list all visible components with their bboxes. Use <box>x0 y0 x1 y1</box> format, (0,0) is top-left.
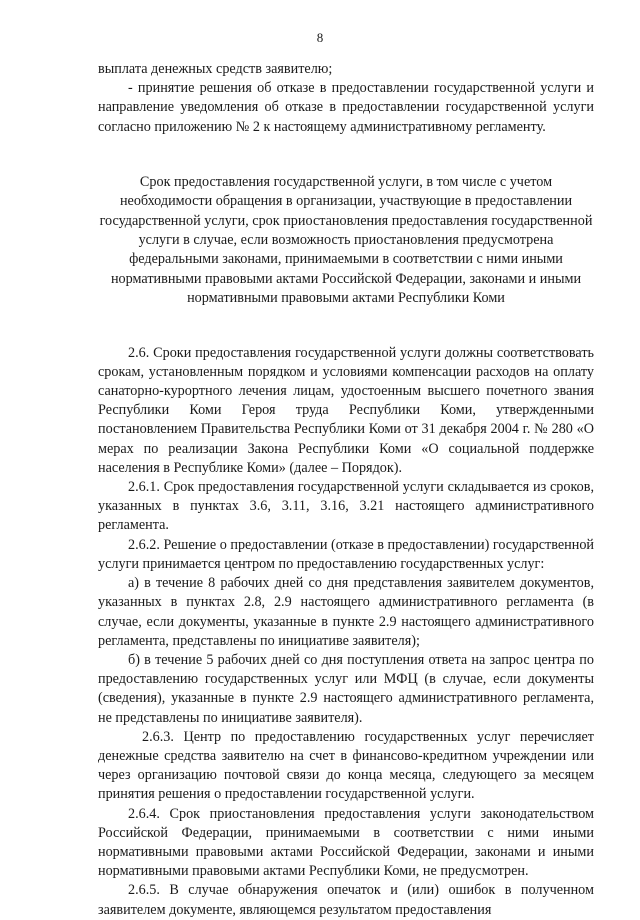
paragraph-2-6-4: 2.6.4. Срок приостановления предоставления услуги законодательством Российской Федерации, принимаемыми в соответствии с ними иными нормативными правовыми актами Российской Федерации, законами и иными нормативными правовыми актами Республики Коми, не предусмотрен. <box>98 805 594 880</box>
paragraph-2-6-2: 2.6.2. Решение о предоставлении (отказе в предоставлении) государственной услуги принимается центром по предоставлению государственных услуг: <box>98 536 594 572</box>
paragraph-2-6-5: 2.6.5. В случае обнаружения опечаток и (или) ошибок в полученном заявителем документе, являющемся результатом предоставления <box>98 882 594 918</box>
paragraph-item-a: а) в течение 8 рабочих дней со дня представления заявителем документов, указанных в пунктах 2.8, 2.9 настоящего административного регламента (в случае, если документы, указанные в пункте 2.9 настоящего административного регламента, представлены по инициативе заявителя); <box>98 575 594 649</box>
section-heading: Срок предоставления государственной услуги, в том числе с учетом необходимости обращения в организации, участвующие в предоставлении государственной услуги, срок приостановления предоставления государственной услуги в случае, если возможность приостановления предусмотрена федеральными законами, принимаемыми в соответствии с ними иными нормативными правовыми актами Российской Федерации, законами и иными нормативными правовыми актами Республики Коми <box>99 173 593 307</box>
paragraph-2-6: 2.6. Сроки предоставления государственной услуги должны соответствовать срокам, установленным порядком и условиями компенсации расходов на оплату санаторно-курортного лечения лицам, удостоенным высшего почетного звания Республики Коми Героя труда Республики Коми, утвержденными постановлением Правительства Республики Коми от 31 декабря 2004 г. № 280 «О мерах по реализации Закона Республики Коми «О социальной поддержке населения в Республике Коми» (далее – Порядок). <box>98 344 594 476</box>
paragraph-2-6-1: 2.6.1. Срок предоставления государственной услуги складывается из сроков, указанных в пунктах 3.6, 3.11, 3.16, 3.21 настоящего административного регламента. <box>98 479 594 534</box>
paragraph-item-b: б) в течение 5 рабочих дней со дня поступления ответа на запрос центра по предоставлению государственных услуг или МФЦ (в случае, если документы (сведения), указанные в пункте 2.9 настоящего административного регламента, не представлены по инициативе заявителя). <box>98 651 594 726</box>
body-line: выплата денежных средств заявителю; <box>98 61 333 77</box>
paragraph-2-6-3: 2.6.3. Центр по предоставлению государственных услуг перечисляет денежные средства заявителю на счет в финансово-кредитном учреждении или через организацию почтовой связи до конца месяца, следующего за месяцем принятия решения о предоставлении государственной услуги. <box>98 728 594 803</box>
page-number: 8 <box>316 30 324 45</box>
body-paragraph: - принятие решения об отказе в предоставлении государственной услуги и направление уведомления об отказе в предоставлении государственной услуги согласно приложению № 2 к настоящему административному регламенту. <box>98 80 594 135</box>
document-body <box>98 60 594 920</box>
